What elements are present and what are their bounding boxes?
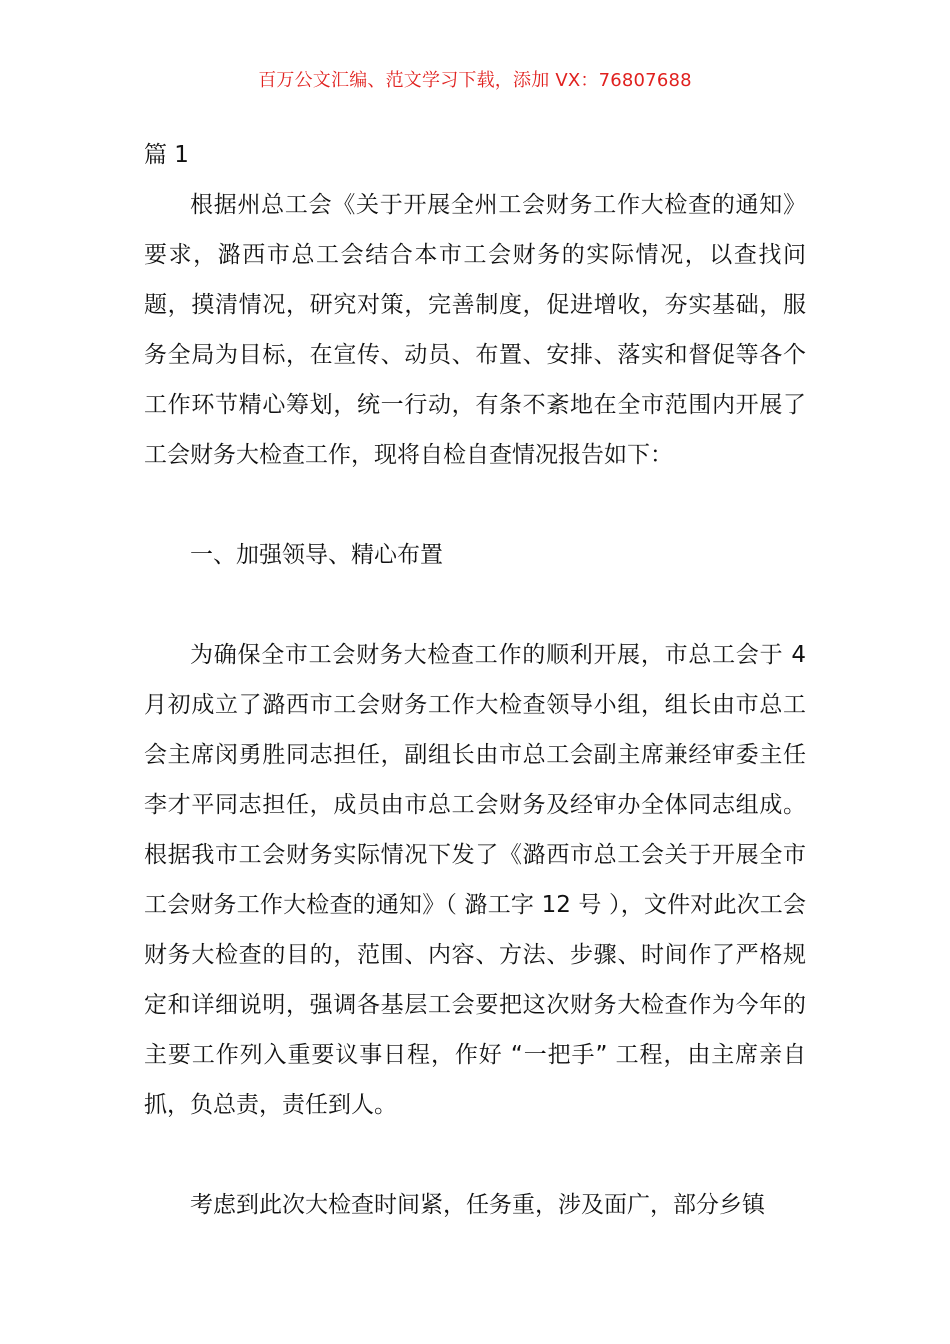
section-heading: 一、加强领导、精心布置 (190, 542, 443, 568)
body-paragraph: 考虑到此次大检查时间紧，任务重，涉及面广，部分乡镇 (190, 1192, 765, 1218)
body-paragraph: 为确保全市工会财务大检查工作的顺利开展，市总工会于 4 月初成立了潞西市工会财务工作大检查领导小组，组长由市总工会主席闵勇胜同志担任，副组长由市总工会副主席兼经审委主任李才平同志担任，成员由市总工会财务及经审办全体同志组成。根据我市工会财务实际情况下发了《潞西市总工会关于开展全市工会财务工作大检查的通知》（ 潞工字 12 号 ），文件对此次工会财务大检查的目的，范围、内容、方法、步骤、时间作了严格规定和详细说明，强调各基层工会要把这次财务大检查作为今年的主要工作列入重要议事日程，作好 “一把手” 工程，由主席亲自抓，负总责，责任到人。 (144, 642, 806, 1118)
chapter-label: 篇 1 (144, 142, 189, 168)
watermark-header: 百万公文汇编、范文学习下载，添加 VX：76807688 (258, 70, 692, 91)
document-body (144, 130, 806, 1230)
intro-paragraph: 根据州总工会《关于开展全州工会财务工作大检查的通知》要求，潞西市总工会结合本市工会财务的实际情况，以查找问题，摸清情况，研究对策，完善制度，促进增收，夯实基础，服务全局为目标，在宣传、动员、布置、安排、落实和督促等各个工作环节精心筹划，统一行动，有条不紊地在全市范围内开展了工会财务大检查工作，现将自检自查情况报告如下： (144, 192, 806, 468)
